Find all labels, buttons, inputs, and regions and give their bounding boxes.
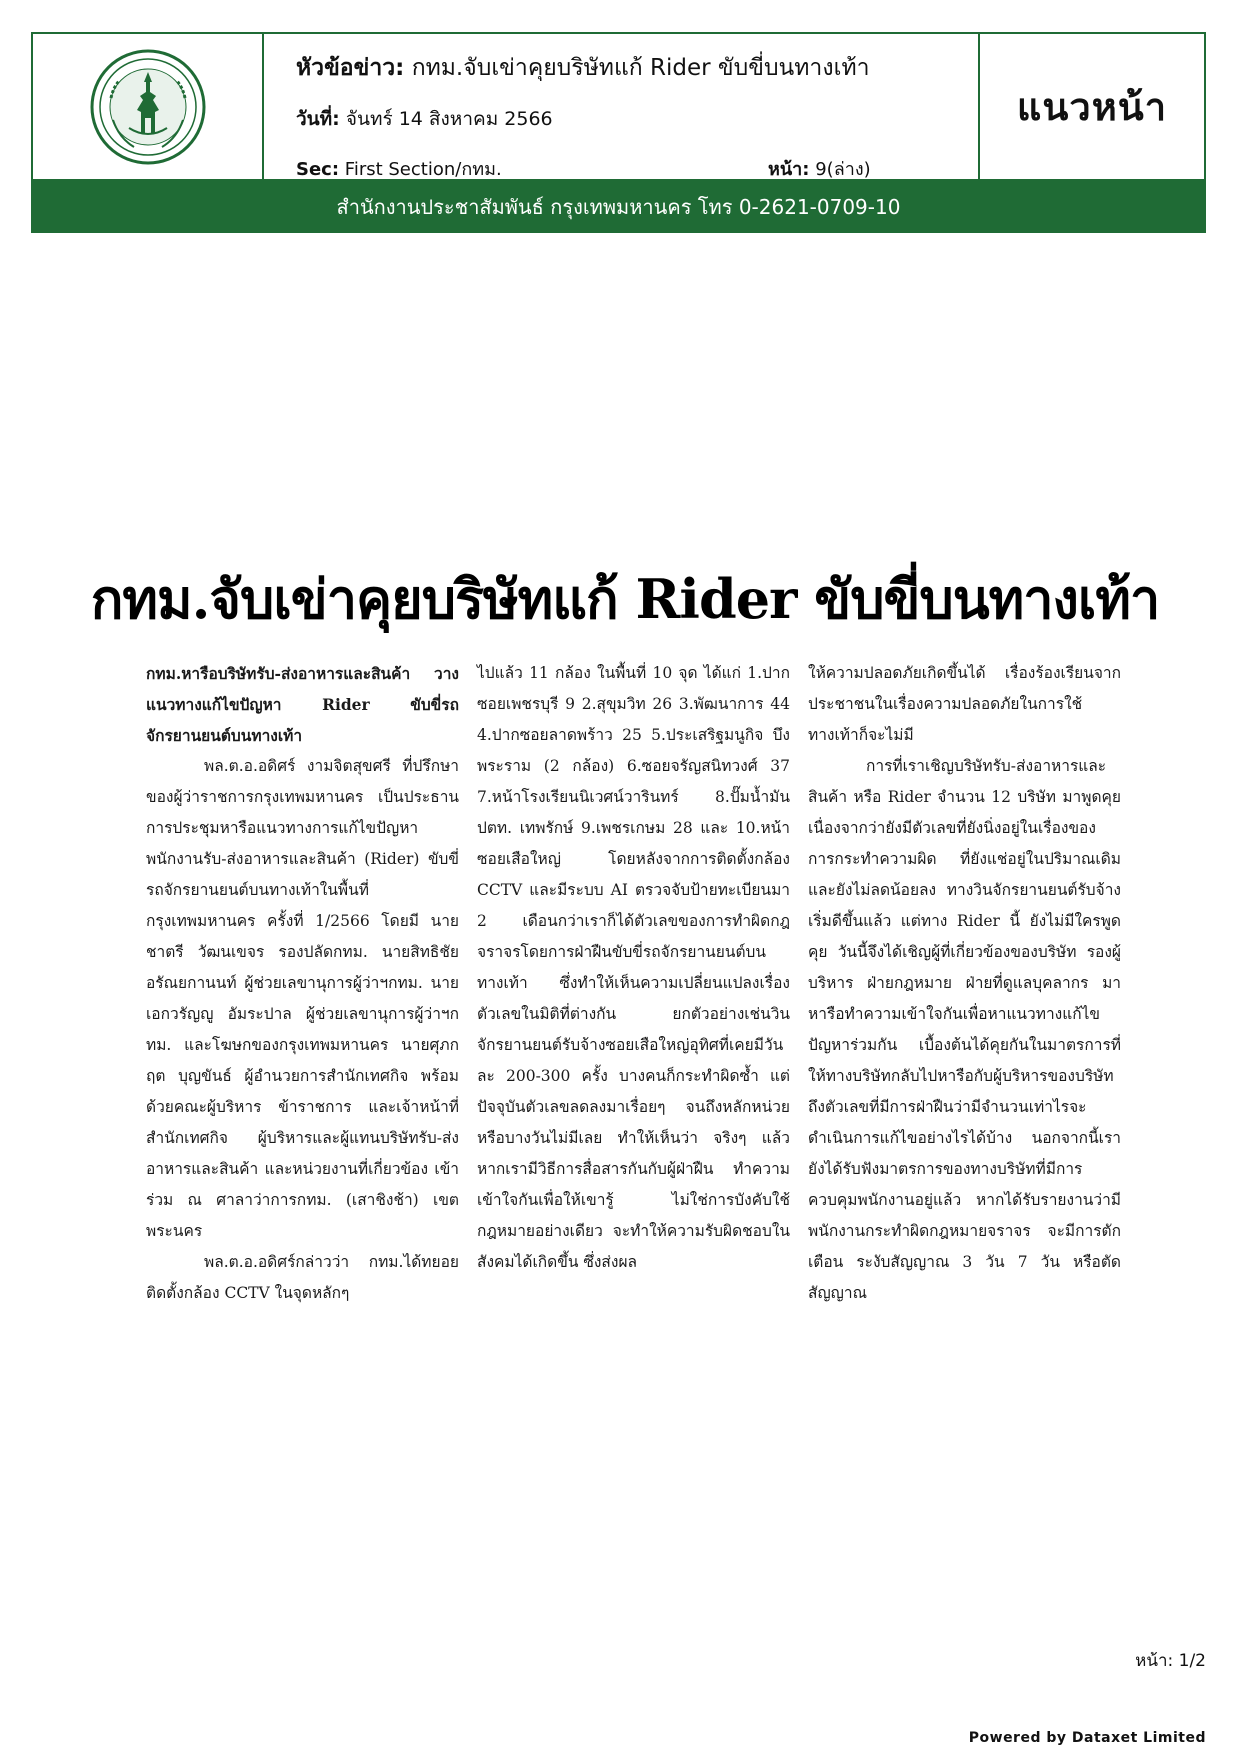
article-column-2 [477,658,790,1378]
sec-value: First Section/กทม. [344,159,502,180]
contact-band [31,181,1206,233]
footer-credit: Powered by Dataxet Limited [968,1730,1206,1746]
article-paragraph: การที่เราเชิญบริษัทรับ-ส่งอาหารและสินค้า หรือ Rider จำนวน 12 บริษัท มาพูดคุย เนื่องจากว่ายังมีตัวเลขที่ยังนิ่งอยู่ในเรื่องของการกระทำความผิด ที่ยังแช่อยู่ในปริมาณเดิมและยังไม่ลดน้อยลง ทางวินจักรยานยนต์รับจ้างเริ่มดีขึ้นแล้ว แต่ทาง Rider นี้ ยังไม่มีใครพูดคุย วันนี้จึงได้เชิญผู้ที่เกี่ยวข้องของบริษัท รองผู้บริหาร ฝ่ายกฎหมาย ฝ่ายที่ดูแลบุคลากร มาหารือทำความเข้าใจกันเพื่อหาแนวทางแก้ไขปัญหาร่วมกัน เบื้องต้นได้คุยกันในมาตรการที่ให้ทางบริษัทกลับไปหารือกับผู้บริหารของบริษัท ถึงตัวเลขที่มีการฝ่าฝืนว่ามีจำนวนเท่าไรจะดำเนินการแก้ไขอย่างไรได้บ้าง นอกจากนี้เรายังได้รับฟังมาตรการของทางบริษัทที่มีการควบคุมพนักงานอยู่แล้ว หากได้รับรายงานว่ามีพนักงานกระทำผิดกฎหมายจราจร จะมีการตักเตือน ระงับสัญญาณ 3 วัน 7 วัน หรือตัดสัญญาณ [808,757,1121,1302]
page-value: 9(ล่าง) [815,159,871,180]
article-body [146,658,1121,1378]
article-paragraph: พล.ต.อ.อดิศร์กล่าวว่า กทม.ได้ทยอยติดตั้งกล้อง CCTV ในจุดหลักๆ [146,1253,459,1302]
date-value: จันทร์ 14 สิงหาคม 2566 [345,108,553,130]
article-headline: กทม.จับเข่าคุยบริษัทแก้ Rider ขับขี่บนทางเท้า [90,567,1160,631]
page-label: หน้า: [768,159,810,180]
article-lead: กทม.หารือบริษัทรับ-ส่งอาหารและสินค้า วางแนวทางแก้ไขปัญหา Rider ขับขี่รถจักรยานยนต์บนทางเท้า [146,664,459,745]
publication-name: แนวหน้า [1016,85,1168,129]
bangkok-city-seal-icon [89,48,207,166]
section-row [296,154,978,183]
article-column-3 [808,658,1121,1378]
date-label: วันที่: [296,108,340,130]
headline-label: หัวข้อข่าว: [296,55,405,81]
article-paragraph: ให้ความปลอดภัยเกิดขึ้นได้ เรื่องร้องเรียนจากประชาชนในเรื่องความปลอดภัยในการใช้ทางเท้าก็จะไม่มี [808,664,1121,744]
publication-cell [980,34,1204,179]
article-column-1 [146,658,459,1378]
article-paragraph: ไปแล้ว 11 กล้อง ในพื้นที่ 10 จุด ได้แก่ 1.ปากซอยเพชรบุรี 9 2.สุขุมวิท 26 3.พัฒนาการ 44 4.ปากซอยลาดพร้าว 25 5.ประเสริฐมนูกิจ บึงพระราม (2 กล้อง) 6.ซอยจรัญสนิทวงศ์ 37 7.หน้าโรงเรียนนิเวศน์วารินทร์ 8.ปั๊มน้ำมันปตท. เทพรักษ์ 9.เพชรเกษม 28 และ 10.หน้าซอยเสือใหญ่ โดยหลังจากการติดตั้งกล้อง CCTV และมีระบบ AI ตรวจจับป้ายทะเบียนมา 2 เดือนกว่าเราก็ได้ตัวเลขของการทำผิดกฎจราจรโดยการฝ่าฝืนขับขี่รถจักรยานยนต์บนทางเท้า ซึ่งทำให้เห็นความเปลี่ยนแปลงเรื่องตัวเลขในมิติที่ต่างกัน ยกตัวอย่างเช่นวินจักรยานยนต์รับจ้างซอยเสือใหญ่อุทิศที่เคยมีวันละ 200-300 ครั้ง บางคนก็กระทำผิดซ้ำ แต่ปัจจุบันตัวเลขลดลงมาเรื่อยๆ จนถึงหลักหน่วย หรือบางวันไม่มีเลย ทำให้เห็นว่า จริงๆ แล้ว หากเรามีวิธีการสื่อสารกันกับผู้ฝ่าฝืน ทำความเข้าใจกันเพื่อให้เขารู้ ไม่ใช่การบังคับใช้กฎหมายอย่างเดียว จะทำให้ความรับผิดชอบในสังคมได้เกิดขึ้น ซึ่งส่งผล [477,664,790,1271]
page-ref [768,154,871,183]
logo-cell [33,34,264,179]
headline-value: กทม.จับเข่าคุยบริษัทแก้ Rider ขับขี่บนทางเท้า [411,55,870,81]
headline-row [296,50,978,86]
date-row [296,104,978,134]
sec-label: Sec: [296,159,340,180]
clipping-info [264,34,980,179]
article-paragraph: พล.ต.อ.อดิศร์ งามจิตสุขศรี ที่ปรึกษาของผู้ว่าราชการกรุงเทพมหานคร เป็นประธานการประชุมหารือแนวทางการแก้ไขปัญหาพนักงานรับ-ส่งอาหารและสินค้า (Rider) ขับขี่รถจักรยานยนต์บนทางเท้าในพื้นที่กรุงเทพมหานคร ครั้งที่ 1/2566 โดยมี นายชาตรี วัฒนเขจร รองปลัดกทม. นายสิทธิชัย อรัณยกานนท์ ผู้ช่วยเลขานุการผู้ว่าฯกทม. นายเอกวรัญญู อัมระปาล ผู้ช่วยเลขานุการผู้ว่าฯกทม. และโฆษกของกรุงเทพมหานคร นายศุภกฤต บุญขันธ์ ผู้อำนวยการสำนักเทศกิจ พร้อมด้วยคณะผู้บริหาร ข้าราชการ และเจ้าหน้าที่สำนักเทศกิจ ผู้บริหารและผู้แทนบริษัทรับ-ส่งอาหารและสินค้า และหน่วยงานที่เกี่ยวข้อง เข้าร่วม ณ ศาลาว่าการกทม. (เสาชิงช้า) เขตพระนคร [146,757,459,1240]
contact-text: สำนักงานประชาสัมพันธ์ กรุงเทพมหานคร โทร 0-2621-0709-10 [336,195,901,219]
clipping-header [31,32,1206,181]
page-count: หน้า: 1/2 [1135,1651,1206,1671]
